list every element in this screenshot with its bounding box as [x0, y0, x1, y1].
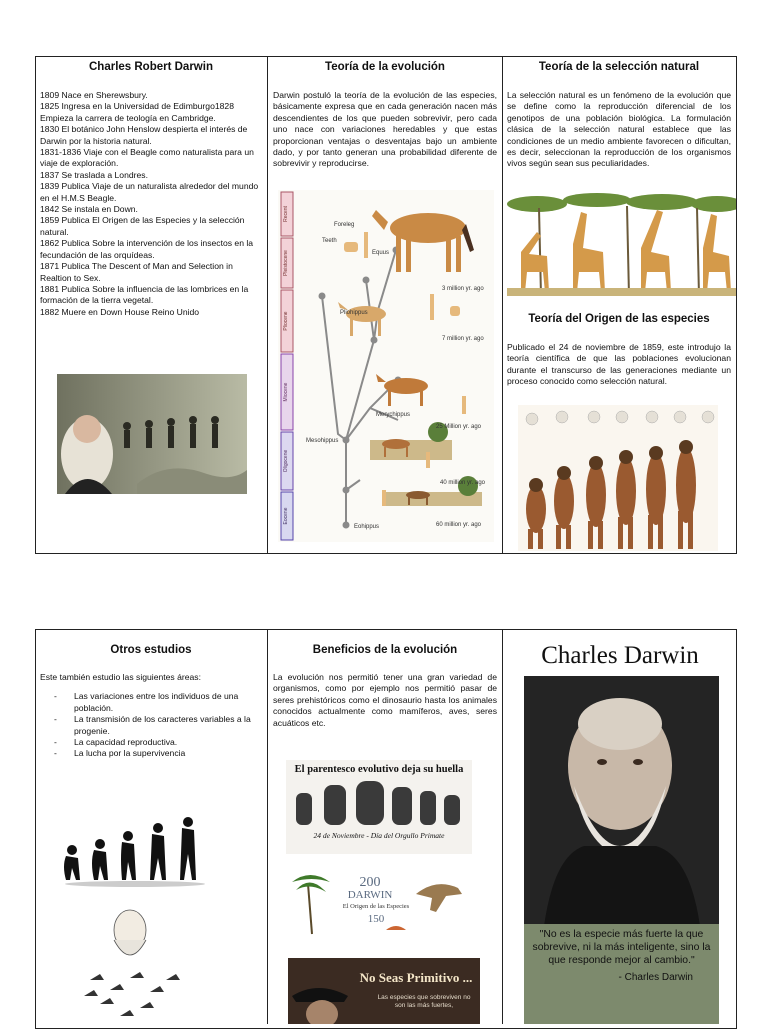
- evolution-silhouettes-image: [60, 800, 210, 890]
- study-area-item: - La transmisión de los caracteres variables a la progenie.: [74, 714, 262, 737]
- epoch-recent: Recent: [283, 206, 289, 222]
- label-teeth: Teeth: [322, 238, 337, 244]
- label-eohippus: Eohippus: [354, 524, 380, 530]
- timeline-entry: 1859 Publica El Origen de las Especies y la selección natural.: [40, 215, 245, 237]
- evolution-benefits-body: La evolución nos permitió tener una gran variedad de organismos, como por ejemplo nos permitió pasar de seres prehistóricos como el dinosaurio hasta los animales conocidos actualmente como mamíferos, aves, seres acuáticos etc.: [273, 672, 497, 728]
- other-studies-intro: Este también estudio las siguientes áreas:: [40, 672, 201, 682]
- timeline-entry: 1862 Publica Sobre la intervención de los insectos en la fecundación de las orquídeas.: [40, 238, 254, 260]
- timeline-entry: 1842 Se instala en Down.: [40, 204, 138, 215]
- darwin-quote: "No es la especie más fuerte la que sobrevive, ni la más inteligente, sino la que responde mejor al cambio.": [532, 929, 711, 967]
- darwin-birds-illustration: [70, 900, 200, 1024]
- origin-species-section: [507, 312, 731, 388]
- charles-darwin-title: Charles Darwin: [541, 642, 699, 669]
- origin-species-body: Publicado el 24 de noviembre de 1859, este introdujo la teoría científica de que las poblaciones evolucionan durante el transcurso de las generaciones mediante un proceso conocido como selección natural.: [507, 342, 731, 387]
- quote-box: [524, 924, 719, 1024]
- study-area-item: - La capacidad reproductiva.: [74, 737, 262, 748]
- poster-origin: El Origen de las Especies: [342, 903, 410, 910]
- label-merychippus: Merychippus: [376, 412, 411, 418]
- bottom-divider-1: [267, 629, 268, 1024]
- top-divider-1: [267, 56, 268, 554]
- poster-150: 150: [367, 913, 385, 925]
- evolution-benefits-title: Beneficios de la evolución: [312, 644, 458, 656]
- merychippus-horse: [376, 374, 428, 406]
- label-3-million: 3 million yr. ago: [442, 286, 484, 292]
- bio-title: Charles Robert Darwin: [89, 61, 213, 73]
- bottom-divider-2: [502, 629, 503, 1024]
- primate-poster-heading: El parentesco evolutivo deja su huella: [294, 764, 464, 775]
- evolution-theory-title: Teoría de la evolución: [325, 61, 445, 73]
- evolution-theory-body: Darwin postuló la teoría de la evolución de las especies, básicamente expresa que en cada generación nacen más descendientes de los que pueden sobrevivir, pero cada uno nace con variaciones heredables y que estas proporcionan ventajas o desventajas bajo un ambiente dado, y por tanto generan una probabilidad diferente de sobrevivir y reproducirse.: [273, 90, 497, 169]
- origin-species-title: Teoría del Origen de las especies: [528, 313, 710, 325]
- top-divider-2: [502, 56, 503, 554]
- other-studies-list: [40, 691, 262, 759]
- bio-timeline: [40, 90, 262, 318]
- epoch-oligocene: Oligocene: [283, 449, 289, 473]
- poster-darwin: DARWIN: [347, 889, 393, 901]
- epoch-pleistocene: Pleistocene: [283, 250, 289, 276]
- darwin-quote-author: - Charles Darwin: [618, 971, 693, 983]
- other-studies-title: Otros estudios: [110, 644, 192, 656]
- primitivo-heading: No Seas Primitivo ...: [359, 970, 473, 985]
- label-25-million: 25 Million yr. ago: [436, 424, 482, 430]
- charles-darwin-column: [507, 642, 733, 670]
- label-7-million: 7 million yr. ago: [442, 336, 484, 342]
- poster-200: 200: [359, 875, 381, 890]
- timeline-entry: 1825 Ingresa en la Universidad de Edimburgo1828 Empieza la carrera de teología en Cambridge.: [40, 101, 234, 123]
- label-foreleg: Foreleg: [334, 222, 355, 228]
- timeline-entry: 1839 Publica Viaje de un naturalista alrededor del mundo en el H.M.S Beagle.: [40, 181, 259, 203]
- natural-selection-column: [507, 60, 731, 170]
- primate-hands-poster: [286, 760, 472, 854]
- timeline-entry: 1830 El botánico John Henslow despierta el interés de Darwin por la historia natural.: [40, 124, 248, 146]
- epoch-miocene: Miocene: [283, 382, 289, 402]
- human-evolution-image: [518, 405, 718, 551]
- study-area-item: - Las variaciones entre los individuos de una población.: [74, 691, 262, 714]
- timeline-entry: 1881 Publica Sobre la influencia de las lombrices en la formación de la tierra vegetal.: [40, 283, 249, 306]
- timeline-entry: 1871 Publica The Descent of Man and Selection in Realtion to Sex.: [40, 261, 233, 283]
- label-60-million: 60 million yr. ago: [436, 522, 482, 528]
- label-equus: Equus: [372, 250, 390, 256]
- other-studies-column: [40, 643, 262, 760]
- epoch-bars: [281, 192, 293, 540]
- giraffes-image: [507, 192, 736, 296]
- darwin-bio-column: [40, 60, 262, 318]
- horse-evolution-diagram: [278, 190, 494, 542]
- natural-selection-title: Teoría de la selección natural: [538, 61, 700, 73]
- timeline-entry: 1837 Se traslada a Londres.: [40, 169, 148, 180]
- darwin-200-poster: [286, 864, 472, 944]
- timeline-entry: 1809 Nace en Sherewsbury.: [40, 90, 148, 100]
- epoch-eocene: Eocene: [283, 507, 289, 525]
- label-mesohippus: Mesohippus: [306, 438, 339, 444]
- timeline-entry: 1882 Muere en Down House Reino Unido: [40, 306, 200, 317]
- natural-selection-body: La selección natural es un fenómeno de la evolución que se define como la reproducción diferencial de los genotipos de una población biológica. La formulación clásica de la selección natural establece que las condiciones de un medio ambiente favorecen o dificultan, es decir, seleccionan la reproducción de los organismos vivos según sean sus peculiaridades.: [507, 90, 731, 169]
- timeline-entry: 1831-1836 Viaje con el Beagle como naturalista para un viaje de exploración.: [40, 147, 254, 169]
- darwin-evolution-collage-image: [57, 374, 247, 494]
- epoch-pliocene: Pliocene: [283, 311, 289, 331]
- label-pliohippus: Pliohippus: [340, 310, 368, 316]
- no-seas-primitivo-poster: [288, 958, 480, 1024]
- equus-horse: [372, 210, 474, 272]
- darwin-portrait: [524, 676, 719, 1024]
- label-40-million: 40 million yr. ago: [440, 480, 486, 486]
- primate-poster-caption: 24 de Noviembre - Día del Orgullo Primate: [313, 831, 445, 840]
- evolution-benefits-column: [273, 643, 497, 729]
- study-area-item: - La lucha por la supervivencia: [74, 748, 262, 759]
- primitivo-text: Las especies que sobreviven no son las más fuertes,: [377, 994, 471, 1009]
- evolution-theory-column: [273, 60, 497, 170]
